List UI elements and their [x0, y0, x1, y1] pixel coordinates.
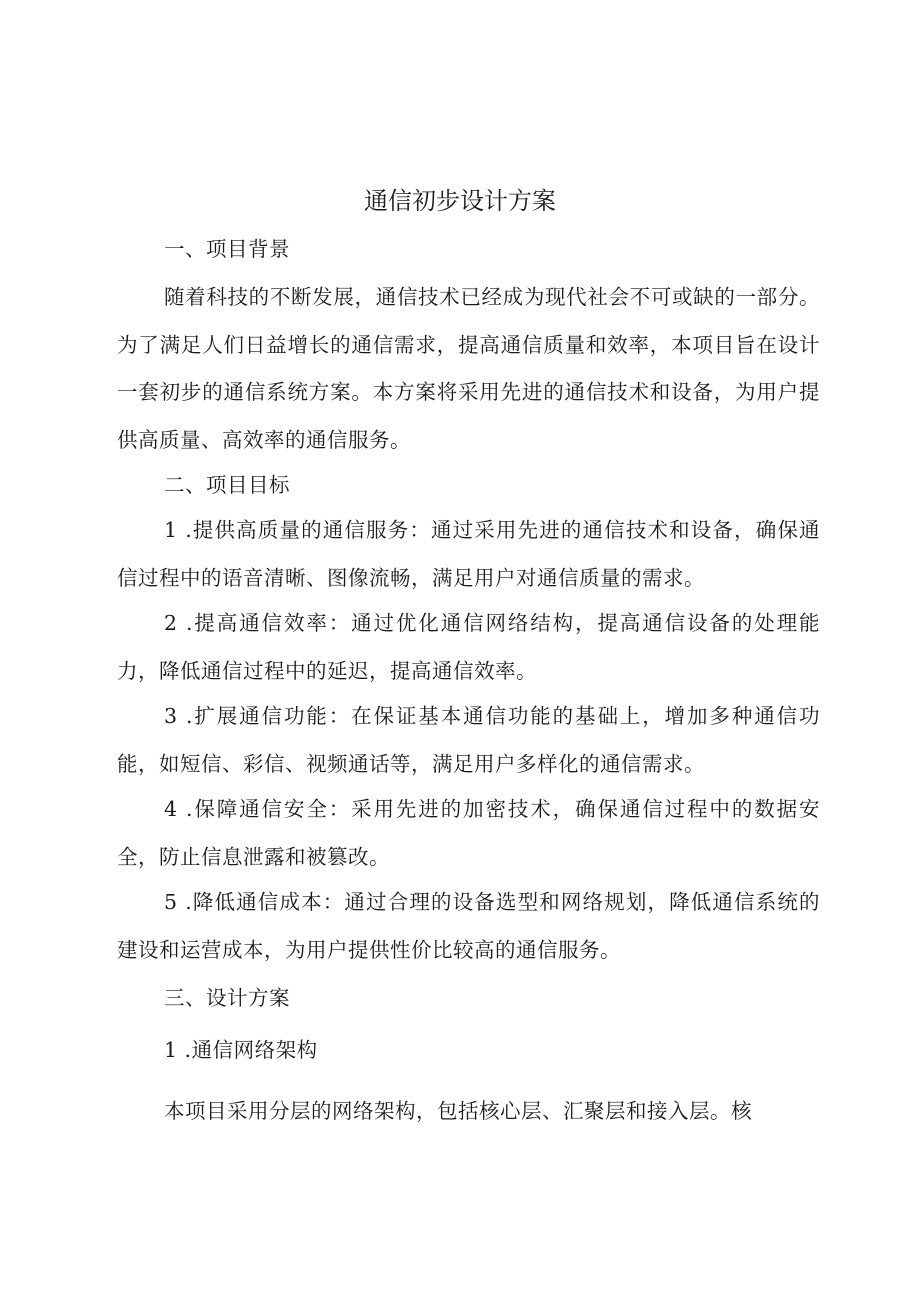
- goal-item-5: 5 .降低通信成本：通过合理的设备选型和网络规划，降低通信系统的建设和运营成本，为用户提供性价比较高的通信服务。: [117, 890, 820, 962]
- document-title: 通信初步设计方案: [364, 187, 556, 215]
- architecture-paragraph: 本项目采用分层的网络架构，包括核心层、汇聚层和接入层。核: [164, 1099, 752, 1123]
- goal-item-2: 2 .提高通信效率：通过优化通信网络结构，提高通信设备的处理能力，降低通信过程中的延迟，提高通信效率。: [117, 611, 820, 683]
- goal-item-4: 4 .保障通信安全：采用先进的加密技术，确保通信过程中的数据安全，防止信息泄露和被篡改。: [117, 797, 820, 869]
- section-heading-background: 一、项目背景: [164, 237, 290, 261]
- section-heading-design: 三、设计方案: [164, 986, 290, 1010]
- subheading-network-architecture: 1 .通信网络架构: [164, 1038, 318, 1062]
- goal-item-1: 1 .提供高质量的通信服务：通过采用先进的通信技术和设备，确保通信过程中的语音清晰、图像流畅，满足用户对通信质量的需求。: [117, 518, 820, 590]
- section-heading-goals: 二、项目目标: [164, 473, 290, 497]
- goal-item-3: 3 .扩展通信功能：在保证基本通信功能的基础上，增加多种通信功能，如短信、彩信、视频通话等，满足用户多样化的通信需求。: [117, 704, 820, 776]
- background-paragraph: 随着科技的不断发展，通信技术已经成为现代社会不可或缺的一部分。为了满足人们日益增长的通信需求，提高通信质量和效率，本项目旨在设计一套初步的通信系统方案。本方案将采用先进的通信技术和设备，为用户提供高质量、高效率的通信服务。: [117, 285, 820, 452]
